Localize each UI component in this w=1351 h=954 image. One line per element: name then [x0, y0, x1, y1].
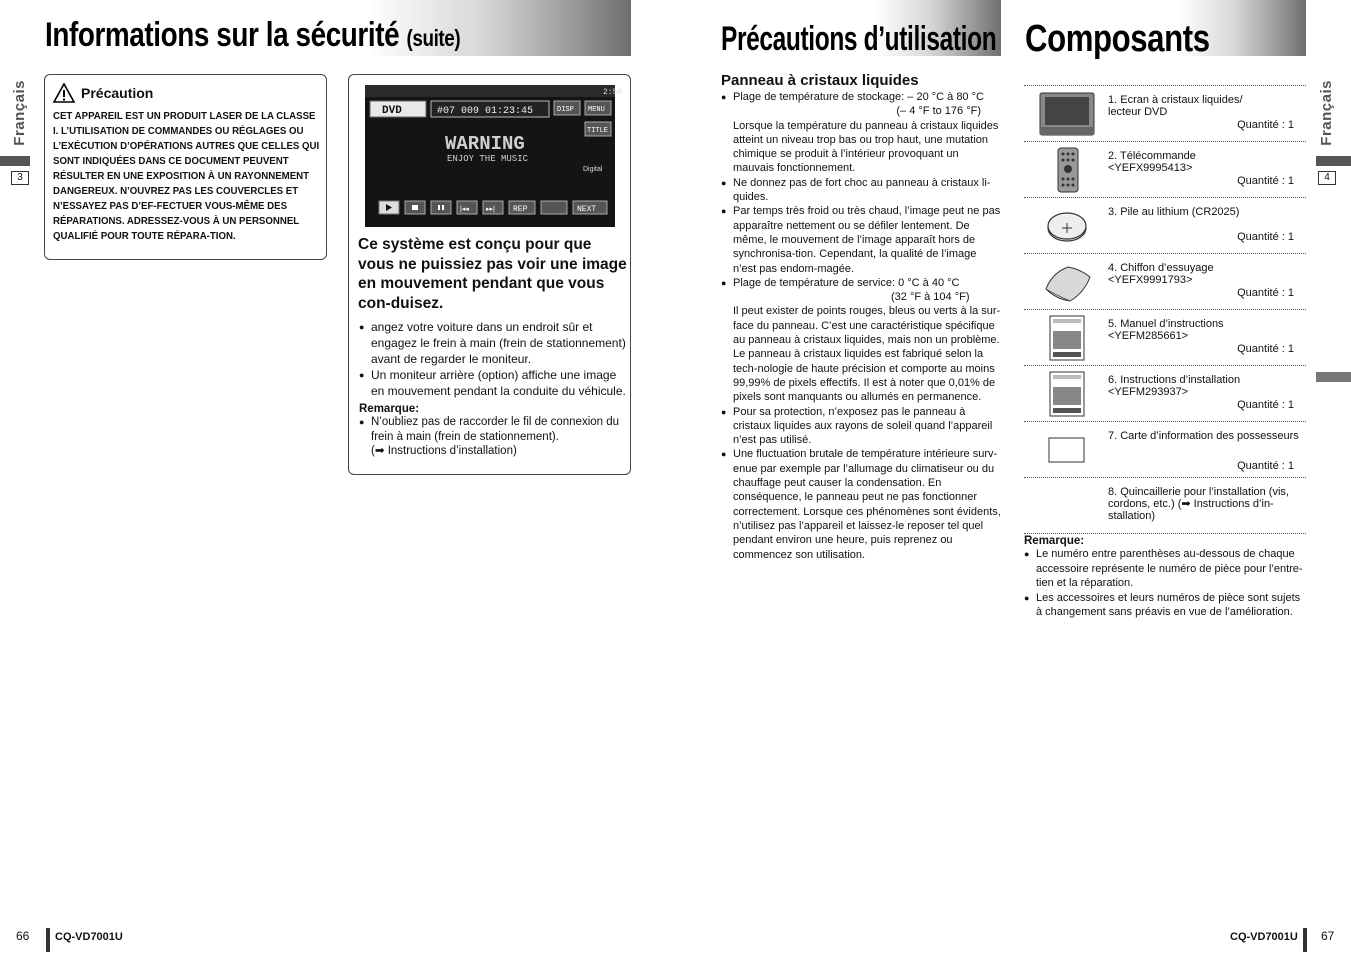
component-name: 7. Carte d’information des possesseurs	[1108, 430, 1299, 442]
list-item: ● Le numéro entre parenthèses au-dessous de chaque accessoire représente le numéro de pièce pour l’entre-tien et la réparation.	[1024, 547, 1304, 591]
model-number-left: CQ-VD7001U	[55, 931, 123, 943]
component-row	[1024, 253, 1306, 309]
list-item: ● angez votre voiture dans un endroit sûr et engagez le frein à main (frein de stationnement) avant de regarder le moniteur.	[359, 319, 627, 367]
list-item: ● Plage de température de service: 0 °C à 40 °C	[721, 276, 1001, 290]
remark-reference: Instructions d’installation)	[387, 445, 517, 457]
title-suffix: (suite)	[406, 25, 461, 51]
components-divider	[1024, 533, 1306, 534]
remark-text: N’oubliez pas de raccorder le fil de connexion du frein à main (frein de stationnement).	[371, 416, 620, 443]
footer-bar-right	[1303, 928, 1307, 952]
screen-source: DVD	[382, 105, 402, 117]
remark-item-left: ● N’oubliez pas de raccorder le fil de connexion du frein à main (frein de stationnement). (➡ Instructions d’installation)	[359, 415, 627, 459]
component-name: 4. Chiffon d’essuyage <YEFX9991793>	[1108, 262, 1214, 286]
paragraph: Lorsque la température du panneau à cristaux liquides atteint un niveau trop bas ou trop haut, une mutation chimique se produit à l’intérieur provoquant un mauvais fonctionnement.	[733, 119, 999, 175]
component-quantity: Quantité : 1	[1237, 231, 1294, 243]
component-quantity: Quantité : 1	[1237, 343, 1294, 355]
page-number-left: 66	[16, 929, 30, 943]
screen-digital-logo: Digital	[583, 166, 603, 173]
manual-icon	[1038, 315, 1096, 361]
lcd-monitor-icon	[1038, 91, 1096, 137]
page-number-right: 67	[1321, 929, 1335, 943]
screen-warning-text: WARNING	[445, 133, 525, 155]
component-quantity: Quantité : 1	[1237, 287, 1294, 299]
component-row	[1024, 141, 1306, 197]
component-row	[1024, 421, 1306, 477]
component-name: 1. Ecran à cristaux liquides/ lecteur DVD	[1108, 94, 1243, 118]
footer-bar-left	[46, 928, 50, 952]
title-main: Informations sur la sécurité	[45, 16, 400, 54]
screen-clock: 2:56	[603, 88, 623, 97]
component-row	[1024, 309, 1306, 365]
battery-icon	[1038, 203, 1096, 249]
page-title-middle: Précautions d’utilisation	[721, 20, 997, 58]
language-tab-bar-left	[0, 156, 30, 166]
list-item: ● Pour sa protection, n’exposez pas le panneau à cristaux liquides aux rayons de soleil quand l’appareil n’est pas utilisé.	[721, 405, 1001, 448]
margin-marker-right	[1316, 372, 1351, 382]
screen-next-button: NEXT	[577, 205, 597, 214]
monitor-screen-image	[365, 85, 623, 227]
component-row	[1024, 365, 1306, 421]
arrow-right-icon: ➡	[374, 445, 385, 457]
component-name: 5. Manuel d’instructions <YEFM285661>	[1108, 318, 1224, 342]
screen-rep-button: REP	[513, 205, 528, 214]
screen-menu-button: MENU	[588, 106, 605, 114]
remark-title-left: Remarque:	[359, 403, 420, 415]
screen-disp-button: DISP	[557, 106, 574, 114]
language-tab-left: Français	[11, 80, 28, 146]
driving-warning-heading: Ce système est conçu pour que vous ne puissiez pas voir une image en mouvement pendant que vous con-duisez.	[358, 236, 627, 312]
component-name: 2. Télécommande <YEFX9995413>	[1108, 150, 1196, 174]
precaution-heading-text: Précaution	[81, 85, 154, 101]
warning-screen-illustration	[365, 85, 623, 227]
component-row	[1024, 197, 1306, 253]
list-item: ● Une fluctuation brutale de température intérieure surv-enue par exemple par l’allumage du climatiseur ou du chauffage peut causer la condensation. En conséquence, le panneau peut ne pas fonctionner correctement. Lorsque ces phénomènes sont évidents, n’utilisez pas l’appareil et laissez-le reposer tel quel pendant environ une heure, puis reprenez ou commencez son utilisation.	[721, 447, 1001, 561]
svg-text:▸▸|: ▸▸|	[486, 206, 495, 213]
component-row	[1024, 477, 1306, 533]
screen-title-button: TITLE	[587, 127, 609, 135]
section-number-left: 3	[11, 171, 29, 185]
language-tab-bar-right	[1316, 156, 1351, 166]
component-quantity: Quantité : 1	[1237, 119, 1294, 131]
component-name: 3. Pile au lithium (CR2025)	[1108, 206, 1240, 218]
lcd-heading: Panneau à cristaux liquides	[721, 72, 919, 89]
model-number-right: CQ-VD7001U	[1230, 931, 1298, 943]
warning-triangle-icon	[53, 83, 75, 103]
screen-status: #07 009 01:23:45	[437, 106, 534, 117]
temp-fahrenheit: (– 4 °F to 176 °F)	[896, 105, 981, 118]
language-tab-right: Français	[1318, 80, 1335, 146]
driving-safety-box	[348, 74, 631, 475]
screen-warning-subtext: ENJOY THE MUSIC	[447, 154, 529, 164]
page-title-left	[45, 16, 460, 55]
list-item: ● Un moniteur arrière (option) affiche une image en mouvement pendant la conduite du véhicule.	[359, 367, 627, 399]
component-quantity: Quantité : 1	[1237, 399, 1294, 411]
list-item: ● Plage de température de stockage: – 20 °C à 80 °C	[721, 90, 1001, 104]
page-title-right: Composants	[1025, 18, 1210, 60]
list-item: ● Par temps très froid ou très chaud, l’image peut ne pas apparaître nettement ou se défiler lentement. De même, le mouvement de l’image apparaît hors de synchronisa-tion. Cependant, la qualité de l’image n’est pas endom-magée.	[721, 204, 1001, 275]
component-row	[1024, 85, 1306, 141]
card-icon	[1038, 427, 1096, 473]
paragraph: Il peut exister de points rouges, bleus ou verts à la sur-face du panneau. C’est une caractéristique spécifique au panneau à cristaux liquides, mais non un problème. Le panneau à cristaux liquides est fabriqué selon la tech-nologie de haute précision et comporte au moins 99,99% de pixels effectifs. Il est à noter que 0,01% de pixels sont manquants ou allumés en permanence.	[733, 305, 1001, 404]
precaution-box	[44, 74, 327, 260]
component-name: 8. Quincaillerie pour l’installation (vis, cordons, etc.) (➡ Instructions d’in- stallation)	[1108, 486, 1289, 522]
components-list	[1024, 85, 1306, 534]
remote-control-icon	[1038, 147, 1096, 193]
cloth-icon	[1038, 259, 1096, 305]
driving-warning-list	[359, 319, 627, 459]
section-number-right: 4	[1318, 171, 1336, 185]
components-remarks	[1024, 535, 1304, 620]
component-name: 6. Instructions d’installation <YEFM293937>	[1108, 374, 1241, 398]
precaution-text: CET APPAREIL EST UN PRODUIT LASER DE LA CLASSE I. L’UTILISATION DE COMMANDES OU RÉGLAGES OU L’EXÉCUTION D’OPÉRATIONS AUTRES QUE CELLES QUI SONT INDIQUÉES DANS CE DOCUMENT PEUVENT RÉSULTER EN UNE EXPOSITION À UN RAYONNEMENT DANGEREUX. N’OUVREZ PAS LES COUVERCLES ET N’ESSAYEZ PAS D’EF-FECTUER VOUS-MÊME DES RÉPARATIONS. ADRESSEZ-VOUS À UN PERSONNEL QUALIFIÉ POUR TOUTE RÉPARA-TION.	[53, 110, 320, 242]
precaution-heading	[53, 83, 318, 103]
lcd-precautions	[721, 72, 1001, 562]
screen-control-row	[379, 201, 607, 214]
list-item: ● Ne donnez pas de fort choc au panneau à cristaux li-quides.	[721, 176, 1001, 205]
component-quantity: Quantité : 1	[1237, 175, 1294, 187]
remark-title-right: Remarque:	[1024, 535, 1085, 547]
temp-fahrenheit: (32 °F à 104 °F)	[891, 291, 970, 304]
component-quantity: Quantité : 1	[1237, 460, 1294, 472]
list-item: ● Les accessoires et leurs numéros de pièce sont sujets à changement sans préavis en vue de l’amélioration.	[1024, 591, 1304, 620]
installation-manual-icon	[1038, 371, 1096, 417]
svg-text:|◂◂: |◂◂	[460, 206, 469, 213]
